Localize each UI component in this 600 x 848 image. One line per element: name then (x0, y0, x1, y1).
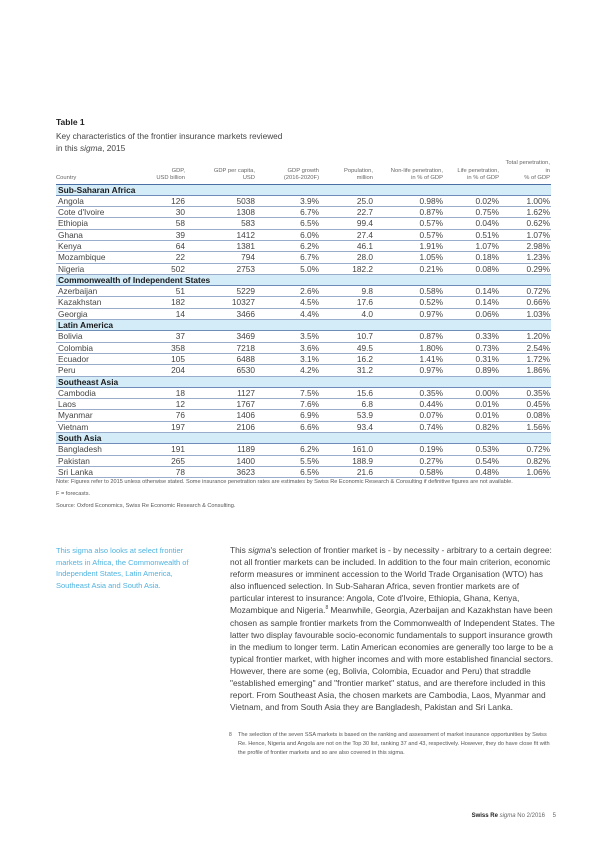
column-header-line1: Non-life penetration, (390, 167, 443, 174)
table-row (56, 229, 551, 240)
value-cell: 1.86% (500, 365, 551, 376)
value-cell: 0.04% (444, 218, 500, 229)
value-cell: 39 (134, 229, 186, 240)
value-cell: 1.41% (374, 353, 444, 364)
value-cell: 58 (134, 218, 186, 229)
value-cell: 6.0% (256, 229, 320, 240)
value-cell: 0.08% (444, 263, 500, 274)
value-cell: 5.0% (256, 263, 320, 274)
value-cell: 105 (134, 353, 186, 364)
column-header-line2: USD billion (156, 175, 185, 181)
value-cell: 204 (134, 365, 186, 376)
value-cell: 4.5% (256, 297, 320, 308)
value-cell: 1.07% (444, 240, 500, 251)
value-cell: 30 (134, 207, 186, 218)
table-body (56, 184, 551, 478)
value-cell: 7.6% (256, 399, 320, 410)
value-cell: 21.6 (320, 466, 374, 477)
body-text-a: 's selection of frontier market is - by necessity - arbitrary to a certain degree: not all frontier markets can be included. In addition to the four main criterion, economic reform measures or imminent accession to the World Trade Organisation (WTO) has also influenced selection. In Sub-Saharan Africa, seven frontier markets are of particular interest to insurance: Angola, Cote d'Ivoire, Ethiopia, Ghana, Kenya, Mozambique and Nigeria. (230, 545, 552, 616)
value-cell: 1.72% (500, 353, 551, 364)
column-header (186, 160, 256, 184)
region-group-row (56, 376, 551, 387)
value-cell: 7.5% (256, 387, 320, 398)
value-cell: 0.97% (374, 365, 444, 376)
region-name: Commonwealth of Independent States (56, 274, 551, 285)
table-label: Table 1 (56, 117, 85, 127)
country-cell: Pakistan (56, 455, 134, 466)
value-cell: 3.5% (256, 331, 320, 342)
value-cell: 4.0 (320, 308, 374, 319)
value-cell: 188.9 (320, 455, 374, 466)
value-cell: 0.58% (374, 466, 444, 477)
value-cell: 1.00% (500, 195, 551, 206)
table-row (56, 455, 551, 466)
value-cell: 3469 (186, 331, 256, 342)
value-cell: 0.51% (444, 229, 500, 240)
country-cell: Georgia (56, 308, 134, 319)
table-row (56, 297, 551, 308)
country-cell: Ghana (56, 229, 134, 240)
table-row (56, 342, 551, 353)
column-header-line1: Life penetration, (457, 167, 499, 174)
value-cell: 3.9% (256, 195, 320, 206)
column-header (134, 160, 186, 184)
footnote-mark: 8 (229, 732, 232, 738)
value-cell: 0.01% (444, 399, 500, 410)
country-cell: Laos (56, 399, 134, 410)
caption-text-end: , 2015 (102, 143, 126, 153)
table-row (56, 308, 551, 319)
value-cell: 1.05% (374, 252, 444, 263)
region-group-row (56, 274, 551, 285)
value-cell: 0.19% (374, 444, 444, 455)
table-row (56, 195, 551, 206)
value-cell: 31.2 (320, 365, 374, 376)
table-row (56, 263, 551, 274)
value-cell: 6.2% (256, 240, 320, 251)
value-cell: 7218 (186, 342, 256, 353)
value-cell: 0.72% (500, 286, 551, 297)
value-cell: 2106 (186, 421, 256, 432)
value-cell: 18 (134, 387, 186, 398)
column-header-line2: in % of GDP (467, 175, 499, 181)
region-name: Southeast Asia (56, 376, 551, 387)
value-cell: 1400 (186, 455, 256, 466)
column-header (256, 160, 320, 184)
value-cell: 3.1% (256, 353, 320, 364)
column-header (56, 160, 134, 184)
value-cell: 1308 (186, 207, 256, 218)
value-cell: 0.00% (444, 387, 500, 398)
value-cell: 4.4% (256, 308, 320, 319)
value-cell: 0.82% (500, 455, 551, 466)
value-cell: 0.98% (374, 195, 444, 206)
table-row (56, 466, 551, 477)
value-cell: 6.2% (256, 444, 320, 455)
value-cell: 46.1 (320, 240, 374, 251)
value-cell: 0.62% (500, 218, 551, 229)
value-cell: 1189 (186, 444, 256, 455)
value-cell: 10327 (186, 297, 256, 308)
value-cell: 1.80% (374, 342, 444, 353)
value-cell: 0.58% (374, 286, 444, 297)
table-row (56, 353, 551, 364)
value-cell: 1.56% (500, 421, 551, 432)
column-header-line1: GDP per capita, (213, 167, 255, 174)
value-cell: 0.14% (444, 297, 500, 308)
column-header-line1: Total penetration, in (505, 160, 550, 174)
value-cell: 6.6% (256, 421, 320, 432)
value-cell: 358 (134, 342, 186, 353)
value-cell: 6.5% (256, 466, 320, 477)
value-cell: 126 (134, 195, 186, 206)
value-cell: 0.45% (500, 399, 551, 410)
value-cell: 53.9 (320, 410, 374, 421)
table-caption (56, 130, 286, 154)
value-cell: 1.03% (500, 308, 551, 319)
value-cell: 5038 (186, 195, 256, 206)
value-cell: 0.29% (500, 263, 551, 274)
value-cell: 1.07% (500, 229, 551, 240)
column-header-line1: GDP growth (287, 167, 319, 174)
country-cell: Colombia (56, 342, 134, 353)
column-header-line2: % of GDP (524, 175, 550, 181)
table-row (56, 365, 551, 376)
value-cell: 1.91% (374, 240, 444, 251)
value-cell: 1.62% (500, 207, 551, 218)
table-row (56, 421, 551, 432)
footnote (230, 731, 550, 759)
value-cell: 28.0 (320, 252, 374, 263)
value-cell: 16.2 (320, 353, 374, 364)
value-cell: 583 (186, 218, 256, 229)
value-cell: 6.7% (256, 252, 320, 263)
country-cell: Ethiopia (56, 218, 134, 229)
value-cell: 2.6% (256, 286, 320, 297)
value-cell: 0.27% (374, 455, 444, 466)
value-cell: 0.14% (444, 286, 500, 297)
frontier-markets-table (56, 160, 551, 478)
value-cell: 0.82% (444, 421, 500, 432)
table-row (56, 387, 551, 398)
value-cell: 1.23% (500, 252, 551, 263)
value-cell: 0.33% (444, 331, 500, 342)
country-cell: Kenya (56, 240, 134, 251)
value-cell: 1767 (186, 399, 256, 410)
forecast-note: F = forecasts. (56, 491, 91, 497)
value-cell: 49.5 (320, 342, 374, 353)
country-cell: Angola (56, 195, 134, 206)
value-cell: 0.21% (374, 263, 444, 274)
caption-italic: sigma (79, 143, 103, 153)
value-cell: 5229 (186, 286, 256, 297)
value-cell: 0.74% (374, 421, 444, 432)
body-italic: sigma (248, 545, 271, 555)
value-cell: 0.07% (374, 410, 444, 421)
country-cell: Azerbaijan (56, 286, 134, 297)
body-paragraph (230, 544, 555, 713)
table-row (56, 252, 551, 263)
country-cell: Kazakhstan (56, 297, 134, 308)
value-cell: 0.01% (444, 410, 500, 421)
value-cell: 3.6% (256, 342, 320, 353)
column-header-line2: million (356, 175, 373, 181)
value-cell: 51 (134, 286, 186, 297)
region-group-row (56, 184, 551, 195)
value-cell: 0.72% (500, 444, 551, 455)
source-note: Source: Oxford Economics, Swiss Re Economic Research & Consulting. (56, 503, 236, 509)
country-cell: Sri Lanka (56, 466, 134, 477)
value-cell: 6.8 (320, 399, 374, 410)
body-text-b: Meanwhile, Georgia, Azerbaijan and Kazakhstan have been chosen as sample frontier markets from the Commonwealth of Independent States. The latter two display favourable socio-economic fundamentals to support insurance growth in the medium to longer term. Latin American economies are generally too large to be a typical frontier market, with higher incomes and with more established financial sectors. However, there are some (eg, Bolivia, Colombia, Ecuador and Peru) that straddle "established emerging" and "frontier market" status, and are therefore included in this report. From Southeast Asia, the chosen markets are Cambodia, Laos, Myanmar and Vietnam, and from South Asia they are Bangladesh, Pakistan and Sri Lanka. (230, 605, 555, 713)
table-row (56, 218, 551, 229)
value-cell: 502 (134, 263, 186, 274)
value-cell: 6488 (186, 353, 256, 364)
region-name: South Asia (56, 433, 551, 444)
value-cell: 1406 (186, 410, 256, 421)
value-cell: 3466 (186, 308, 256, 319)
value-cell: 1412 (186, 229, 256, 240)
brand-name: Swiss Re (471, 813, 498, 819)
value-cell: 197 (134, 421, 186, 432)
value-cell: 2753 (186, 263, 256, 274)
column-header (374, 160, 444, 184)
table-notes (56, 478, 551, 514)
country-cell: Mozambique (56, 252, 134, 263)
value-cell: 0.06% (444, 308, 500, 319)
value-cell: 0.87% (374, 207, 444, 218)
country-cell: Nigeria (56, 263, 134, 274)
country-cell: Ecuador (56, 353, 134, 364)
value-cell: 161.0 (320, 444, 374, 455)
table-row (56, 207, 551, 218)
region-group-row (56, 433, 551, 444)
table-header-row (56, 160, 551, 184)
value-cell: 0.48% (444, 466, 500, 477)
country-cell: Cote d'Ivoire (56, 207, 134, 218)
value-cell: 4.2% (256, 365, 320, 376)
value-cell: 0.08% (500, 410, 551, 421)
value-cell: 22 (134, 252, 186, 263)
value-cell: 3623 (186, 466, 256, 477)
region-name: Latin America (56, 320, 551, 331)
issue-number: No 2/2016 (517, 813, 545, 819)
column-header-line2: in % of GDP (411, 175, 443, 181)
value-cell: 12 (134, 399, 186, 410)
value-cell: 0.31% (444, 353, 500, 364)
value-cell: 17.6 (320, 297, 374, 308)
value-cell: 6.9% (256, 410, 320, 421)
caption-text: Key characteristics of the frontier insurance markets reviewed in this (56, 131, 283, 153)
column-header-line2: (2016-2020F) (283, 175, 319, 181)
value-cell: 2.54% (500, 342, 551, 353)
value-cell: 1.06% (500, 466, 551, 477)
value-cell: 0.52% (374, 297, 444, 308)
value-cell: 15.6 (320, 387, 374, 398)
value-cell: 0.02% (444, 195, 500, 206)
region-name: Sub-Saharan Africa (56, 184, 551, 195)
value-cell: 37 (134, 331, 186, 342)
value-cell: 27.4 (320, 229, 374, 240)
value-cell: 0.87% (374, 331, 444, 342)
table-row (56, 240, 551, 251)
margin-summary: This sigma also looks at select frontier markets in Africa, the Commonwealth of Independent States, Latin America, Southeast Asia and South Asia. (56, 546, 189, 590)
country-cell: Cambodia (56, 387, 134, 398)
value-cell: 191 (134, 444, 186, 455)
value-cell: 0.35% (500, 387, 551, 398)
value-cell: 182.2 (320, 263, 374, 274)
value-cell: 0.53% (444, 444, 500, 455)
column-header (444, 160, 500, 184)
value-cell: 0.35% (374, 387, 444, 398)
column-header (320, 160, 374, 184)
value-cell: 5.5% (256, 455, 320, 466)
value-cell: 1.20% (500, 331, 551, 342)
value-cell: 22.7 (320, 207, 374, 218)
value-cell: 0.73% (444, 342, 500, 353)
column-header-line2: Country (56, 175, 77, 181)
column-header-line2: USD (242, 175, 255, 181)
value-cell: 2.98% (500, 240, 551, 251)
column-header-line1: Population, (343, 167, 373, 174)
footnote-reference[interactable]: 8 (325, 605, 329, 612)
table-note: Note: Figures refer to 2015 unless otherwise stated. Some insurance penetration rates are estimates by Swiss Re Economic Research & Consulting if definitive figures are not available. (56, 479, 513, 485)
value-cell: 1381 (186, 240, 256, 251)
value-cell: 0.57% (374, 218, 444, 229)
value-cell: 794 (186, 252, 256, 263)
value-cell: 1127 (186, 387, 256, 398)
value-cell: 0.89% (444, 365, 500, 376)
value-cell: 0.54% (444, 455, 500, 466)
value-cell: 10.7 (320, 331, 374, 342)
value-cell: 0.57% (374, 229, 444, 240)
table-row (56, 410, 551, 421)
value-cell: 25.0 (320, 195, 374, 206)
value-cell: 93.4 (320, 421, 374, 432)
country-cell: Bangladesh (56, 444, 134, 455)
value-cell: 0.44% (374, 399, 444, 410)
value-cell: 78 (134, 466, 186, 477)
column-header (500, 160, 551, 184)
value-cell: 6.7% (256, 207, 320, 218)
value-cell: 64 (134, 240, 186, 251)
column-header-line1: GDP, (171, 167, 185, 174)
value-cell: 9.8 (320, 286, 374, 297)
country-cell: Myanmar (56, 410, 134, 421)
value-cell: 6530 (186, 365, 256, 376)
value-cell: 265 (134, 455, 186, 466)
table-row (56, 286, 551, 297)
value-cell: 6.5% (256, 218, 320, 229)
value-cell: 0.75% (444, 207, 500, 218)
footnote-text: The selection of the seven SSA markets is based on the ranking and assessment of market insurance opportunities by Swiss Re. Hence, Nigeria and Angola are not on the Top 30 list, ranking 37 and 43, respectively. However, they do have close fit with the profile of frontier markets and so are also covered in this sigma. (238, 732, 550, 757)
table-row (56, 331, 551, 342)
body-text-lead: This (230, 545, 249, 555)
value-cell: 76 (134, 410, 186, 421)
table-row (56, 399, 551, 410)
value-cell: 182 (134, 297, 186, 308)
value-cell: 0.66% (500, 297, 551, 308)
publication-name: sigma (499, 813, 516, 819)
value-cell: 0.18% (444, 252, 500, 263)
value-cell: 0.97% (374, 308, 444, 319)
table-row (56, 444, 551, 455)
page-footer (472, 813, 556, 819)
value-cell: 99.4 (320, 218, 374, 229)
page-number: 5 (552, 813, 556, 819)
value-cell: 14 (134, 308, 186, 319)
country-cell: Vietnam (56, 421, 134, 432)
country-cell: Peru (56, 365, 134, 376)
country-cell: Bolivia (56, 331, 134, 342)
region-group-row (56, 320, 551, 331)
